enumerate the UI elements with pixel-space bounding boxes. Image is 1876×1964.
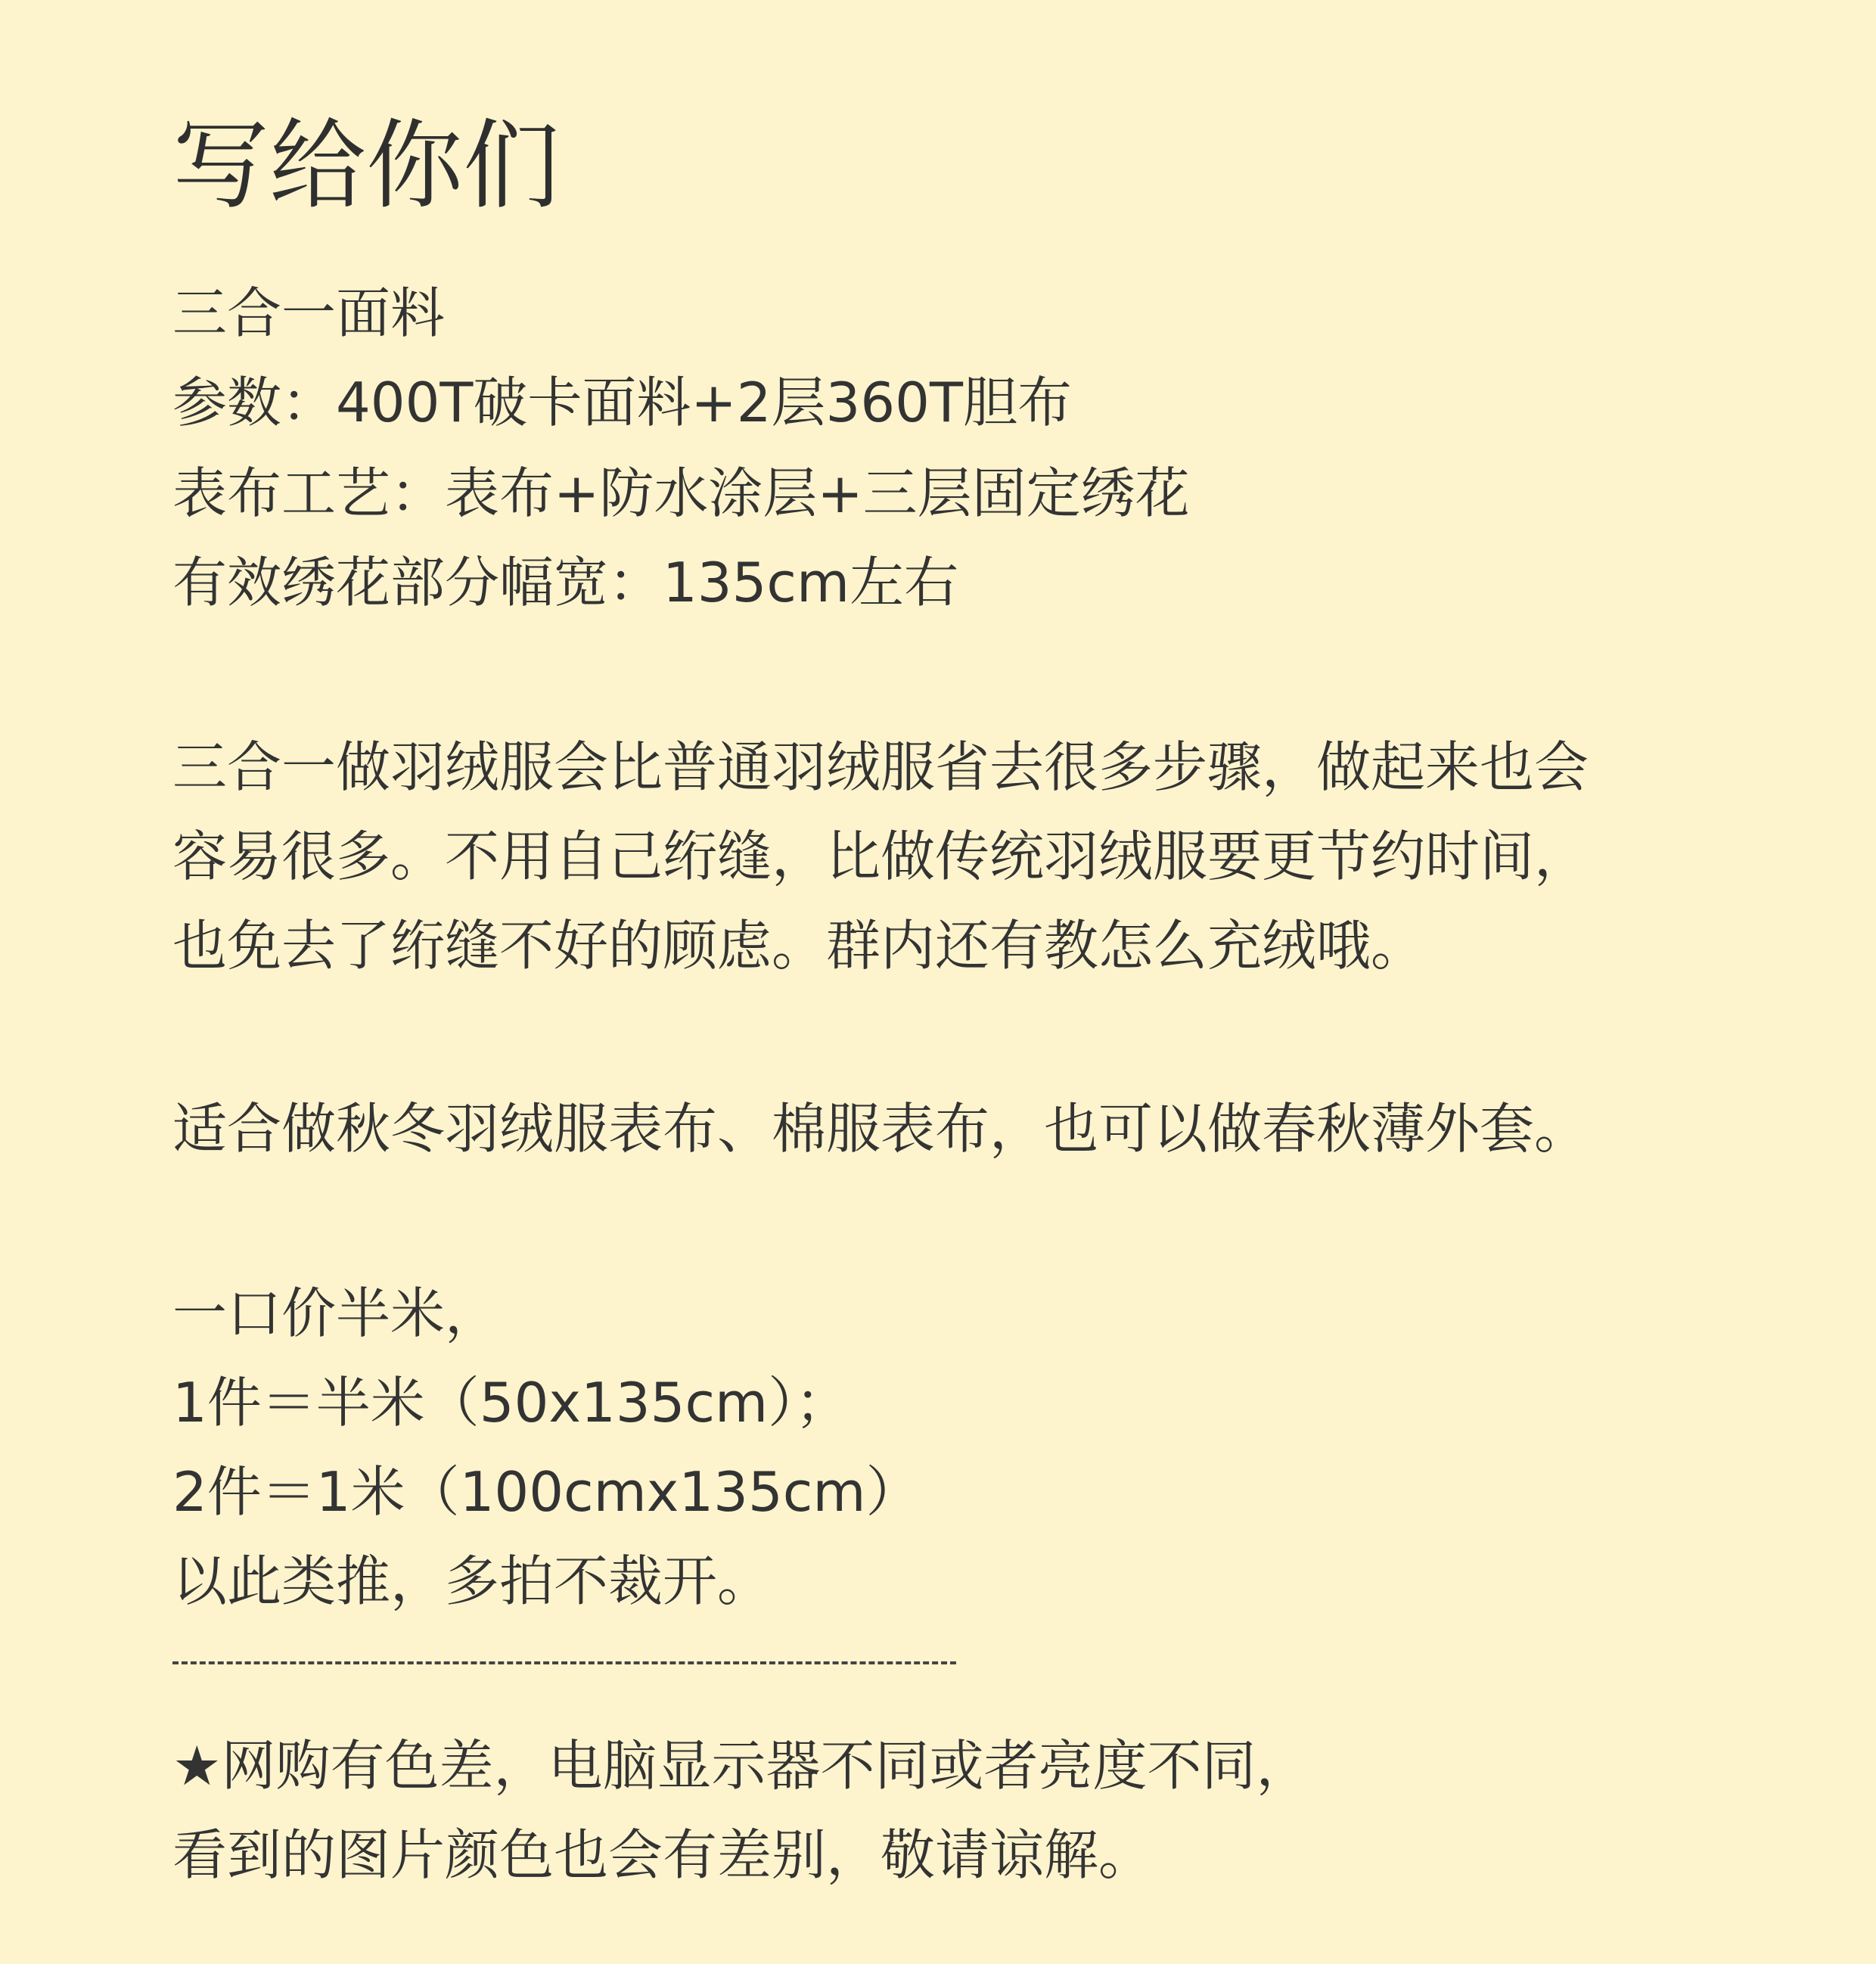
spec-heading: 三合一面料 — [172, 281, 446, 345]
spec-width: 有效绣花部分幅宽：135cm左右 — [172, 551, 959, 614]
pricing-more: 以此类推，多拍不裁开。 — [172, 1549, 772, 1613]
description-page — [172, 0, 1822, 1964]
pricing-one-piece: 1件＝半米（50x135cm）； — [172, 1371, 850, 1434]
pricing-two-pieces: 2件＝1米（100cmx135cm） — [172, 1460, 921, 1524]
notice-line: ★网购有色差，电脑显示器不同或者亮度不同， — [172, 1734, 1311, 1798]
intro-line: 也免去了绗缝不好的顾虑。群内还有教怎么充绒哦。 — [172, 914, 1426, 977]
page-title: 写给你们 — [172, 110, 561, 222]
dashed-divider — [172, 1661, 956, 1664]
spec-params: 参数：400T破卡面料+2层360T胆布 — [172, 371, 1072, 434]
notice-line: 看到的图片颜色也会有差别，敬请谅解。 — [172, 1823, 1154, 1887]
spec-craft: 表布工艺：表布+防水涂层+三层固定绣花 — [172, 461, 1190, 525]
pricing-heading: 一口价半米， — [172, 1282, 500, 1345]
usage-text: 适合做秋冬羽绒服表布、棉服表布，也可以做春秋薄外套。 — [172, 1097, 1589, 1161]
intro-line: 三合一做羽绒服会比普通羽绒服省去很多步骤，做起来也会 — [172, 735, 1589, 799]
intro-line: 容易很多。不用自己绗缝，比做传统羽绒服要更节约时间， — [172, 825, 1589, 888]
